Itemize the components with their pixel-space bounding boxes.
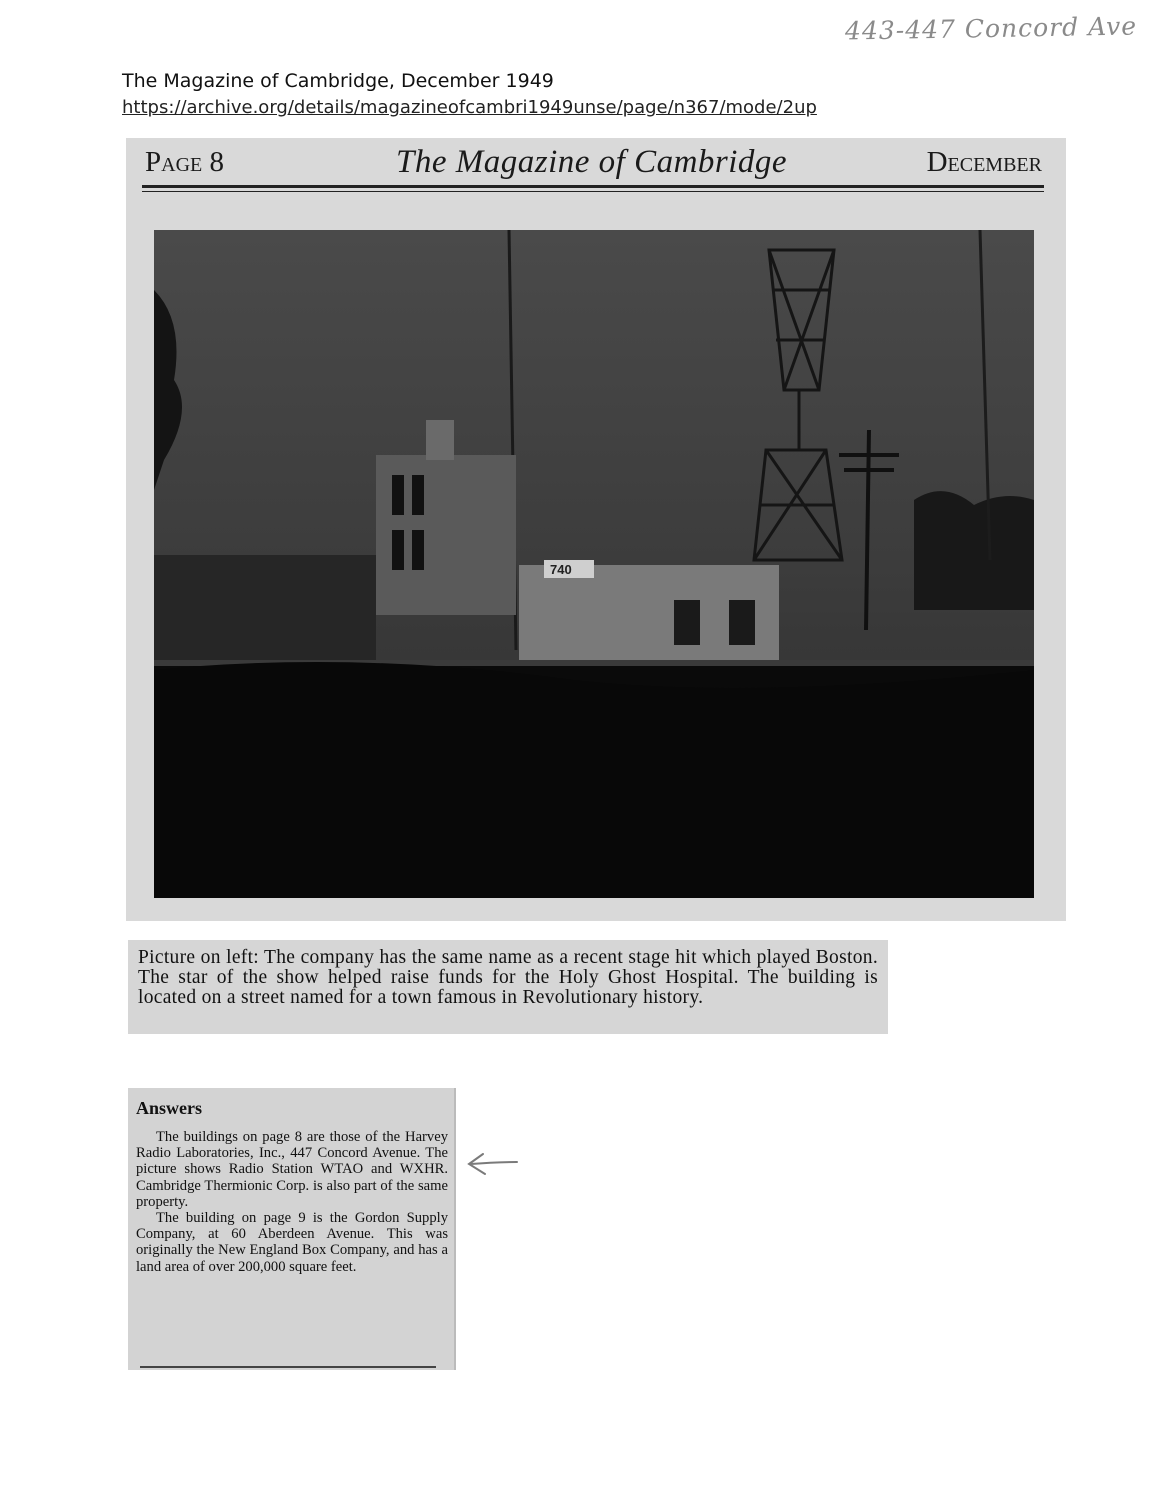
- answers-bottom-rule: [140, 1366, 436, 1368]
- header-rule-thin: [142, 191, 1044, 192]
- handwritten-arrow-icon: [465, 1150, 521, 1178]
- magazine-title: The Magazine of Cambridge: [396, 144, 788, 180]
- issue-month: December: [926, 146, 1042, 178]
- answers-box: [128, 1088, 456, 1370]
- handwritten-address-note: 443-447 Concord Ave: [844, 11, 1138, 46]
- left-buildings: [154, 555, 376, 660]
- station-sign-text: 740: [550, 562, 572, 577]
- water-tank: [426, 420, 454, 460]
- photo-caption: Picture on left: The company has the same name as a recent stage hit which played Boston. The star of the show helped raise funds for the Holy Ghost Hospital. The building is located on a street named for a town famous in Revolutionary history.: [128, 940, 888, 1034]
- answers-paragraph-1: The buildings on page 8 are those of the Harvey Radio Laboratories, Inc., 447 Concord Avenue. The picture shows Radio Station WTAO and WXHR. Cambridge Thermionic Corp. is also part of the same property.: [136, 1129, 448, 1210]
- source-url[interactable]: https://archive.org/details/magazineofcambri1949unse/page/n367/mode/2up: [122, 97, 817, 118]
- source-title: The Magazine of Cambridge, December 1949: [122, 70, 554, 92]
- building-photo: [154, 230, 1034, 898]
- tree-right: [914, 491, 1034, 610]
- header-rule-thick: [142, 185, 1044, 188]
- page-label: Page 8: [145, 146, 224, 178]
- answers-paragraph-2: The building on page 9 is the Gordon Supply Company, at 60 Aberdeen Avenue. This was originally the New England Box Company, and has a land area of over 200,000 square feet.: [136, 1210, 448, 1275]
- answers-heading: Answers: [136, 1098, 202, 1118]
- magazine-clipping: [126, 138, 1066, 921]
- photo-illustration: [154, 230, 1034, 898]
